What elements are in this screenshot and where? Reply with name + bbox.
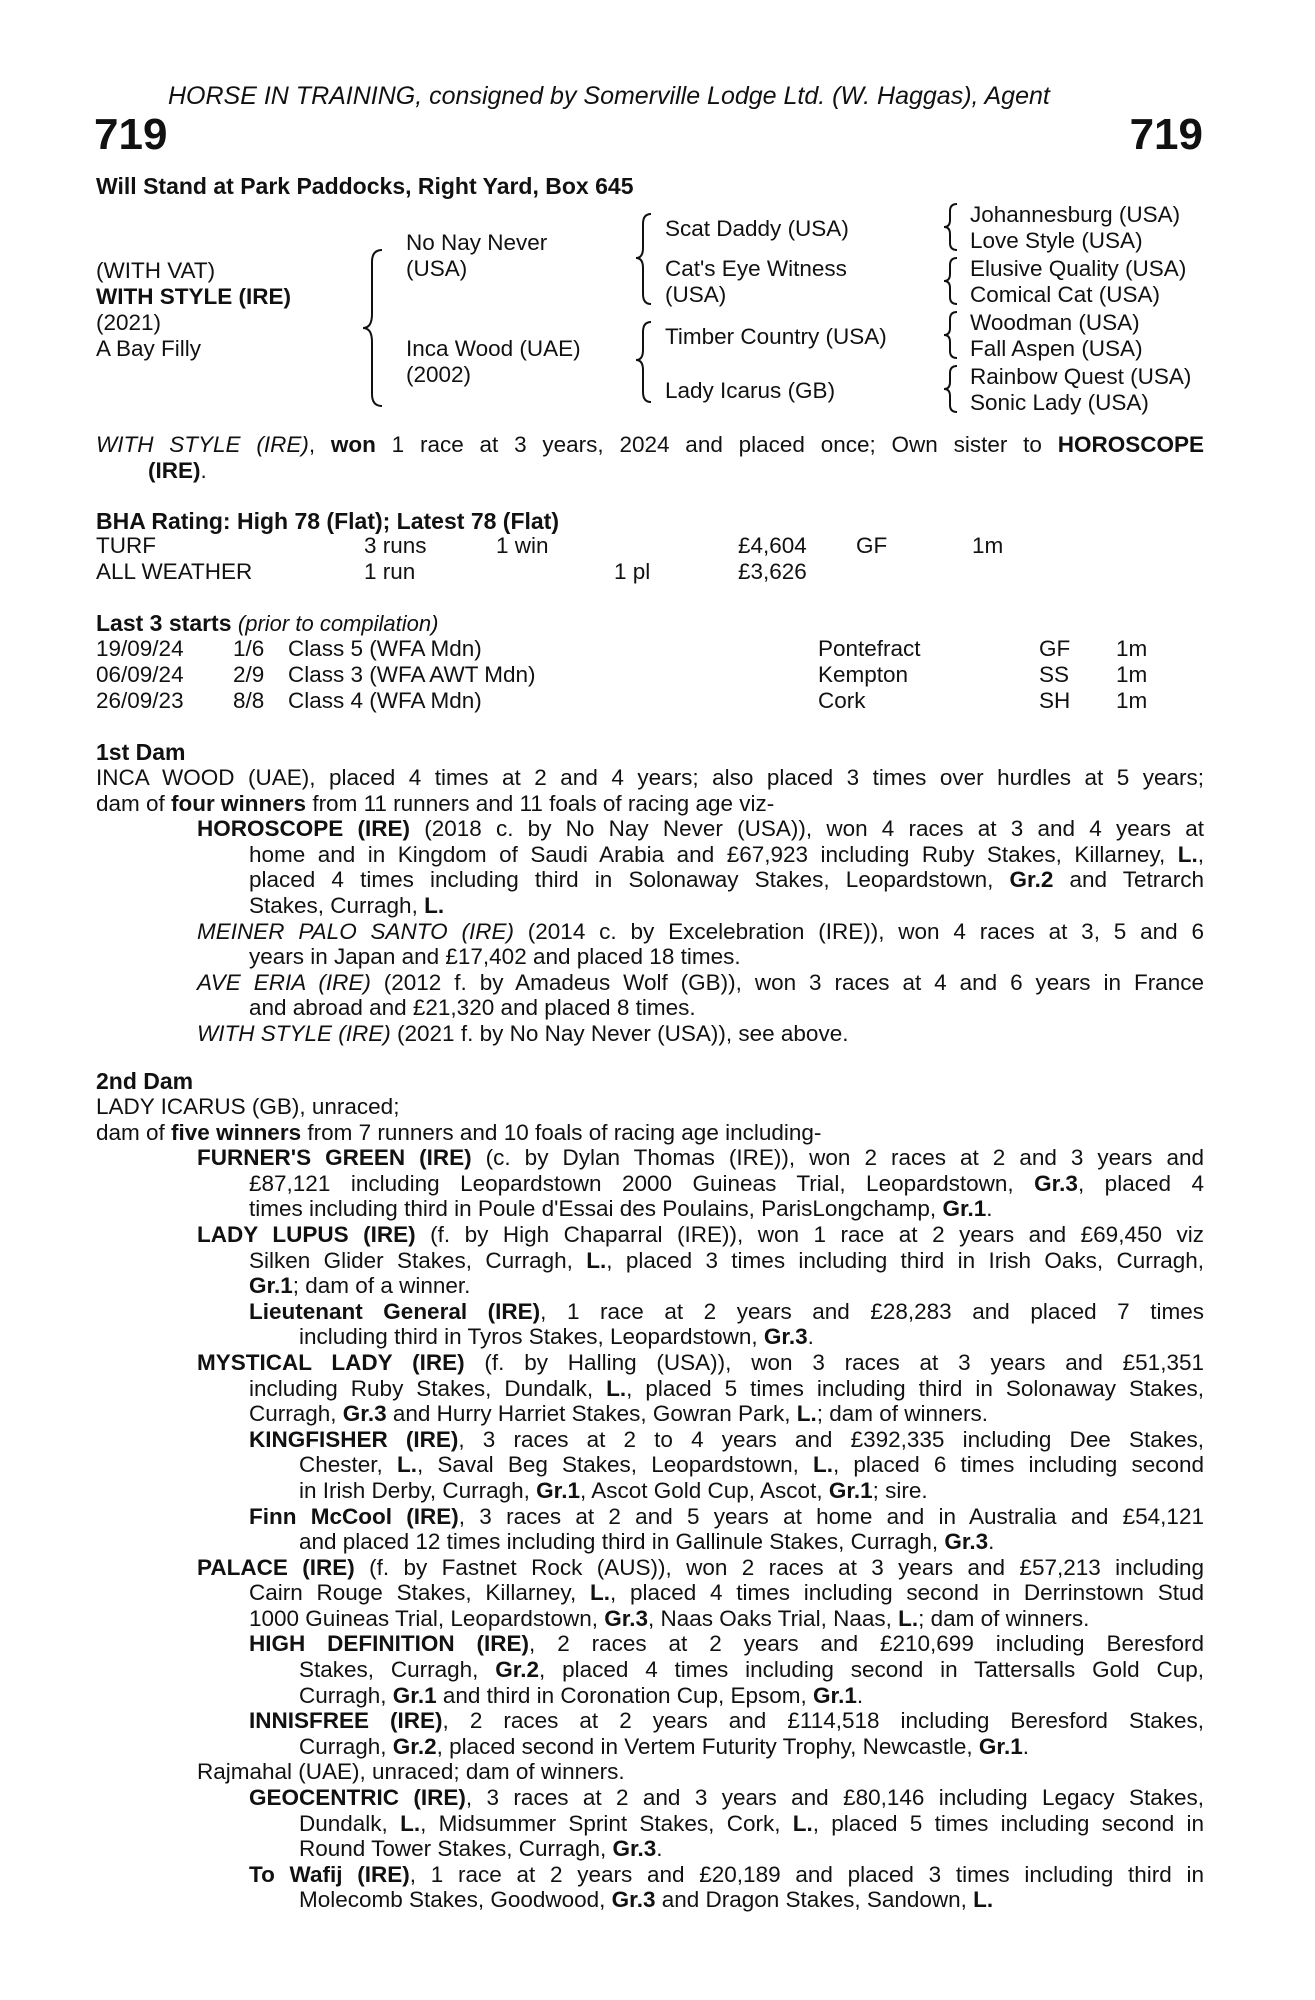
ggp-dds: Rainbow Quest (USA) xyxy=(970,364,1192,389)
offspring-to-wafij: To Wafij (IRE), 1 race at 2 years and £20,189 and placed 3 times including third in xyxy=(249,1861,1204,1887)
ggp-ssd: Love Style (USA) xyxy=(970,228,1143,253)
lot-number-right: 719 xyxy=(1129,110,1203,159)
first-dam-section: INCA WOOD (UAE), placed 4 times at 2 and 4 years; also placed 3 times over hurdles at 5 years; dam of four winners from 11 runners and 11 foals of racing age viz- HOROSCOPE (IRE) (2018 c. by No Nay Never (USA)), won 4 races at 3 and 4 years at home and in Kingdom of Saudi Arabia and £67,923 including Ruby Stakes, Killarney, L., placed 4 times including third in Solonaway Stakes, Leopardstown, Gr.2 and Tetrarch Stakes, Curragh, L. MEINER PALO SANTO (IRE) (2014 c. by Excelebration (IRE)), won 4 races at 3, 5 and 6 years in Japan and £17,402 and placed 18 times. AVE ERIA (IRE) (2012 f. by Amadeus Wolf (GB)), won 3 races at 4 and 6 years in France and abroad and £21,320 and placed 8 times. WITH STYLE (IRE) (2021 f. by No Nay Never (USA)), see above. xyxy=(96,765,1204,1046)
offspring-high-definition: HIGH DEFINITION (IRE), 2 races at 2 years and £210,699 including Beresford xyxy=(249,1631,1204,1657)
ggp-ddd: Sonic Lady (USA) xyxy=(970,390,1149,415)
ggp-sss: Johannesburg (USA) xyxy=(970,202,1181,227)
summary: WITH STYLE (IRE), won 1 race at 3 years, 2024 and placed once; Own sister to HOROSCOPE (IRE). xyxy=(96,432,1204,483)
offspring-lady-lupus: LADY LUPUS (IRE) (f. by High Chaparral (IRE)), won 1 race at 2 years and £69,450 viz xyxy=(197,1221,1204,1247)
second-dam-section: LADY ICARUS (GB), unraced; dam of five winners from 7 runners and 10 foals of racing age including- FURNER'S GREEN (IRE) (c. by Dylan Thomas (IRE)), won 2 races at 2 and 3 years and £87,121 including Leopardstown 2000 Guineas Trial, Leopardstown, Gr.3, placed 4 times including third in Poule d'Essai des Poulains, ParisLongchamp, Gr.1. LADY LUPUS (IRE) (f. by High Chaparral (IRE)), won 1 race at 2 years and £69,450 viz Silken Glider Stakes, Curragh, L., placed 3 times including third in Irish Oaks, Curragh, Gr.1; dam of a winner. Lieutenant General (IRE), 1 race at 2 years and £28,283 and placed 7 times including third in Tyros Stakes, Leopardstown, Gr.3. MYSTICAL LADY (IRE) (f. by Halling (USA)), won 3 races at 3 years and £51,351 including Ruby Stakes, Dundalk, L., placed 5 times including third in Solonaway Stakes, Curragh, Gr.3 and Hurry Harriet Stakes, Gowran Park, L.; dam of winners. KINGFISHER (IRE), 3 races at 2 to 4 years and £392,335 including Dee Stakes, Chester, L., Saval Beg Stakes, Leopardstown, L., placed 6 times including second in Irish Derby, Curragh, Gr.1, Ascot Gold Cup, Ascot, Gr.1; sire. Finn McCool (IRE), 3 races at 2 and 5 years at home and in Australia and £54,121 and placed 12 times including third in Gallinule Stakes, Curragh, Gr.3. PALACE (IRE) (f. by Fastnet Rock (AUS)), won 2 races at 3 years and £57,213 including Cairn Rouge Stakes, Killarney, L., placed 4 times including second in Derrinstown Stud 1000 Guineas Trial, Leopardstown, Gr.3, Naas Oaks Trial, Naas, L.; dam of winners. HIGH DEFINITION (IRE), 2 races at 2 years and £210,699 including Beresford Stakes, Curragh, Gr.2, placed 4 times including second in Tattersalls Gold Cup, Curragh, Gr.1 and third in Coronation Cup, Epsom, Gr.1. INNISFREE (IRE), 2 races at 2 years and £114,518 including Beresford Stakes, Curragh, Gr.2, placed second in Vertem Futurity Trophy, Newcastle, Gr.1. Rajmahal (UAE), unraced; dam of winners. GEOCENTRIC (IRE), 3 races at 2 and 3 years and £80,146 including Legacy Stakes, Dundalk, L., Midsummer Sprint Stakes, Cork, L., placed 5 times including second in Round Tower Stakes, Curragh, Gr.3. To Wafij (IRE), 1 race at 2 years and £20,189 and placed 3 times including third in Molecomb Stakes, Goodwood, Gr.3 and Dragon Stakes, Sandown, L. xyxy=(96,1094,1205,1913)
summary-name: WITH STYLE (IRE) xyxy=(96,432,309,457)
offspring-lieutenant-general: Lieutenant General (IRE), 1 race at 2 years and £28,283 and placed 7 times xyxy=(249,1298,1204,1324)
ggp-sds: Elusive Quality (USA) xyxy=(970,256,1187,281)
horse-name: WITH STYLE (IRE) xyxy=(96,284,291,309)
offspring-rajmahal: Rajmahal (UAE), unraced; dam of winners. xyxy=(197,1759,625,1785)
dam-year: (2002) xyxy=(406,362,472,387)
rating-title: BHA Rating: High 78 (Flat); Latest 78 (Flat) xyxy=(96,508,559,534)
brace-dd xyxy=(941,364,963,414)
ggp-sdd: Comical Cat (USA) xyxy=(970,282,1161,307)
offspring-ave-eria: AVE ERIA (IRE) (2012 f. by Amadeus Wolf (GB)), won 3 races at 4 and 6 years in France xyxy=(197,969,1204,995)
lot-number-left: 719 xyxy=(94,110,168,159)
dam-sire: Timber Country (USA) xyxy=(665,324,887,349)
sire-sire: Scat Daddy (USA) xyxy=(665,216,849,241)
sire-dam-line1: Cat's Eye Witness xyxy=(665,256,847,281)
offspring-geocentric: GEOCENTRIC (IRE), 3 races at 2 and 3 years and £80,146 including Legacy Stakes, xyxy=(249,1785,1204,1811)
start-row: 19/09/24 1/6 Class 5 (WFA Mdn) Pontefract GF 1m xyxy=(96,636,1148,661)
dam-name: Inca Wood (UAE) xyxy=(406,336,581,361)
vat-note: (WITH VAT) xyxy=(96,258,216,283)
start-row: 26/09/23 8/8 Class 4 (WFA Mdn) Cork SH 1m xyxy=(96,688,1148,713)
brace-ss xyxy=(941,202,963,252)
offspring-kingfisher: KINGFISHER (IRE), 3 races at 2 to 4 years and £392,335 including Dee Stakes, xyxy=(249,1426,1204,1452)
second-dam-title: 2nd Dam xyxy=(96,1068,194,1094)
offspring-innisfree: INNISFREE (IRE), 2 races at 2 years and £114,518 including Beresford Stakes, xyxy=(249,1708,1204,1734)
offspring-furners-green: FURNER'S GREEN (IRE) (c. by Dylan Thomas (IRE)), won 2 races at 2 and 3 years and xyxy=(197,1145,1204,1171)
summary-sister-country: (IRE) xyxy=(148,457,201,483)
offspring-horoscope: HOROSCOPE (IRE) (2018 c. by No Nay Never (USA)), won 4 races at 3 and 4 years at xyxy=(197,816,1204,842)
offspring-with-style: WITH STYLE (IRE) (2021 f. by No Nay Never (USA)), see above. xyxy=(197,1020,849,1046)
offspring-finn-mccool: Finn McCool (IRE), 3 races at 2 and 5 years at home and in Australia and £54,121 xyxy=(249,1503,1204,1529)
rating-row-turf: TURF 3 runs 1 win £4,604 GF 1m xyxy=(96,533,1004,558)
sire-country: (USA) xyxy=(406,256,468,281)
brace-sire xyxy=(633,212,657,307)
brace-dam xyxy=(633,320,657,405)
offspring-meiner-palo-santo: MEINER PALO SANTO (IRE) (2014 c. by Excelebration (IRE)), won 4 races at 3, 5 and 6 xyxy=(197,918,1204,944)
ggp-dsd: Fall Aspen (USA) xyxy=(970,336,1143,361)
start-row: 06/09/24 2/9 Class 3 (WFA AWT Mdn) Kempton SS 1m xyxy=(96,662,1148,687)
stand-location: Will Stand at Park Paddocks, Right Yard, Box 645 xyxy=(96,173,634,199)
ggp-dss: Woodman (USA) xyxy=(970,310,1140,335)
summary-won: won xyxy=(330,432,376,457)
last-starts-title: Last 3 starts (prior to compilation) xyxy=(96,610,439,636)
sire-dam-line2: (USA) xyxy=(665,282,727,307)
brace-horse xyxy=(360,248,390,408)
offspring-palace: PALACE (IRE) (f. by Fastnet Rock (AUS)), won 2 races at 3 years and £57,213 including xyxy=(197,1554,1204,1580)
rating-row-allweather: ALL WEATHER 1 run 1 pl £3,626 xyxy=(96,559,807,584)
horse-year: (2021) xyxy=(96,310,162,335)
summary-sister: HOROSCOPE xyxy=(1057,432,1204,457)
brace-sd xyxy=(941,256,963,306)
consignment-header: HORSE IN TRAINING, consigned by Somerville Lodge Ltd. (W. Haggas), Agent xyxy=(168,82,1050,110)
horse-description: A Bay Filly xyxy=(96,336,202,361)
dam-dam: Lady Icarus (GB) xyxy=(665,378,836,403)
summary-text: 1 race at 3 years, 2024 and placed once; Own sister to xyxy=(375,432,1058,457)
first-dam-title: 1st Dam xyxy=(96,739,186,765)
offspring-mystical-lady: MYSTICAL LADY (IRE) (f. by Halling (USA)), won 3 races at 3 years and £51,351 xyxy=(197,1349,1204,1375)
sire-name: No Nay Never xyxy=(406,230,548,255)
brace-ds xyxy=(941,310,963,360)
